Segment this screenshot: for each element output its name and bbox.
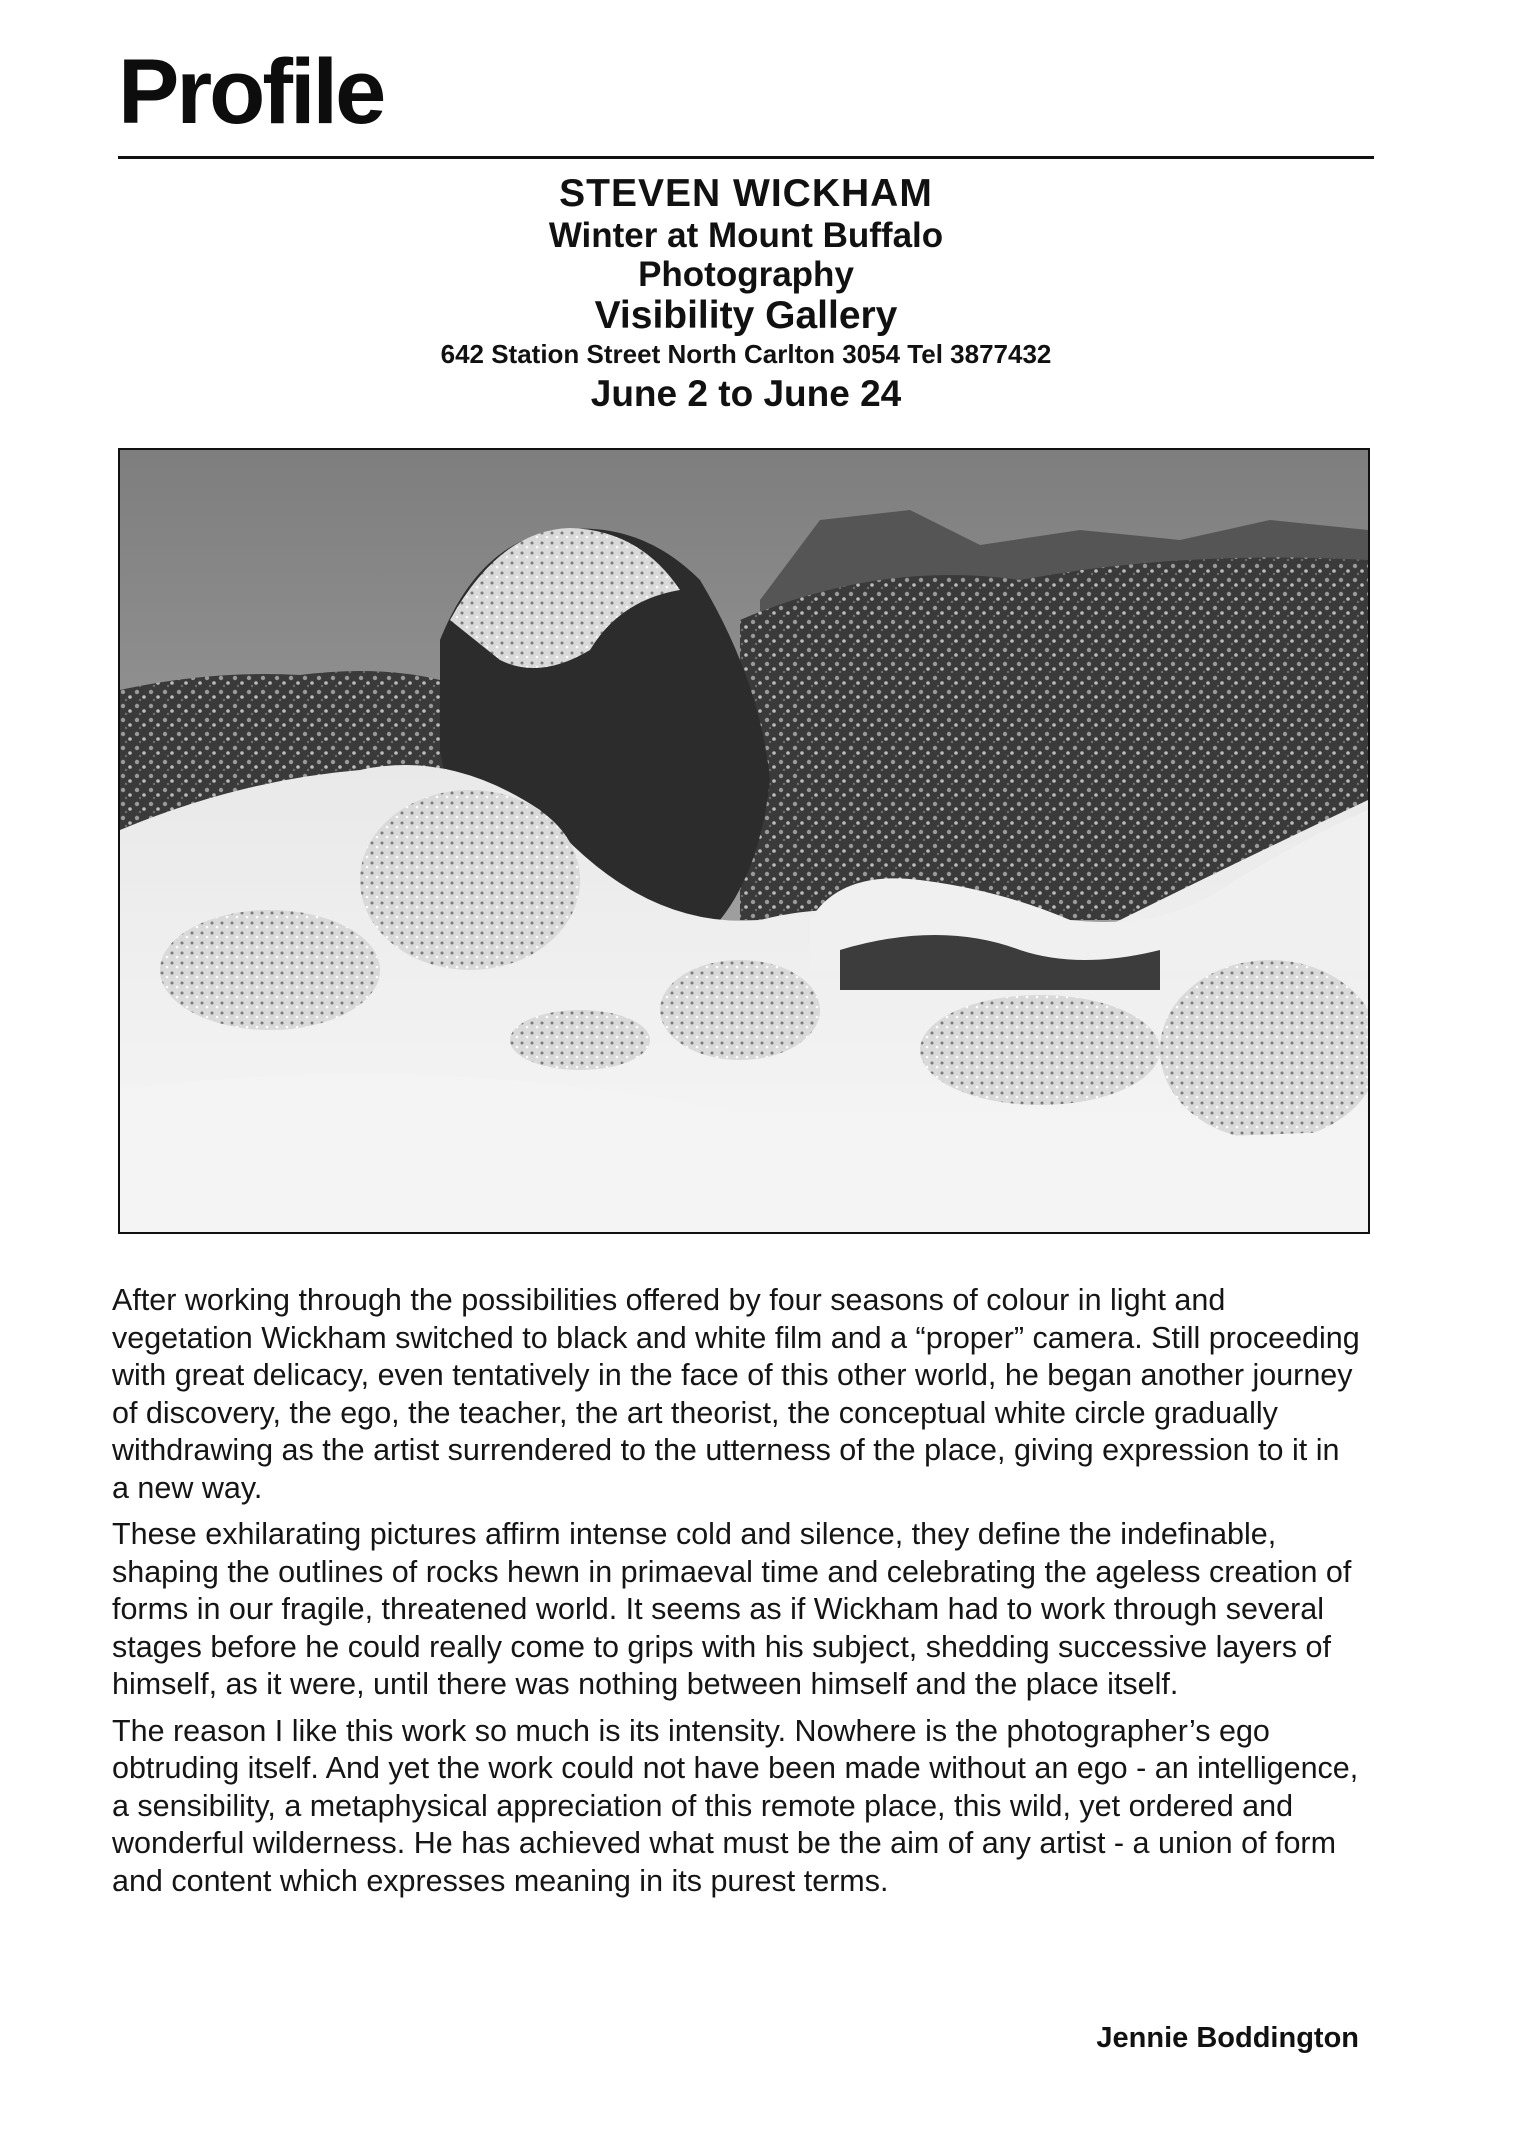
photograph-image [120, 450, 1368, 1232]
article-paragraph: The reason I like this work so much is its intensity. Nowhere is the photographer’s ego obtruding itself. And yet the work could not have been made without an ego - an intelligence, a sensibility, a metaphysical appreciation of this remote place, this wild, yet ordered and wonderful wilderness. He has achieved what must be the aim of any artist - a union of form and content which expresses meaning in its purest terms. [112, 1713, 1359, 1898]
exhibition-title: Winter at Mount Buffalo [548, 215, 944, 255]
article-paragraph: After working through the possibilities offered by four seasons of colour in light and vegetation Wickham switched to black and white film and a “proper” camera. Still proceeding with great delicacy, even tentatively in the face of this other world, he began another journey of discovery, the ego, the teacher, the art theorist, the conceptual white circle gradually withdrawing as the artist surrendered to the utterness of the place, giving expression to it in a new way. [112, 1283, 1360, 1505]
article-paragraph: These exhilarating pictures affirm intense cold and silence, they define the indefinable, shaping the outlines of rocks hewn in primaeval time and celebrating the ageless creation of forms in our fragile, threatened world. It seems as if Wickham had to work through several stages before he could really come to grips with his subject, shedding successive layers of himself, as it were, until there was nothing between himself and the place itself. [112, 1517, 1352, 1701]
gallery-address: 642 Station Street North Carlton 3054 Tel 3877432 [440, 338, 1052, 369]
exhibition-header [118, 172, 1374, 414]
author-byline: Jennie Boddington [1096, 2022, 1359, 2054]
snow-landscape-photograph [118, 448, 1370, 1234]
page-title: Profile [118, 41, 384, 143]
title-divider [118, 156, 1374, 159]
exhibition-medium: Photography [638, 254, 854, 294]
gallery-name: Visibility Gallery [594, 294, 898, 338]
exhibition-dates: June 2 to June 24 [590, 372, 902, 414]
artist-name: STEVEN WICKHAM [559, 172, 933, 215]
article-body [112, 1282, 1360, 1909]
